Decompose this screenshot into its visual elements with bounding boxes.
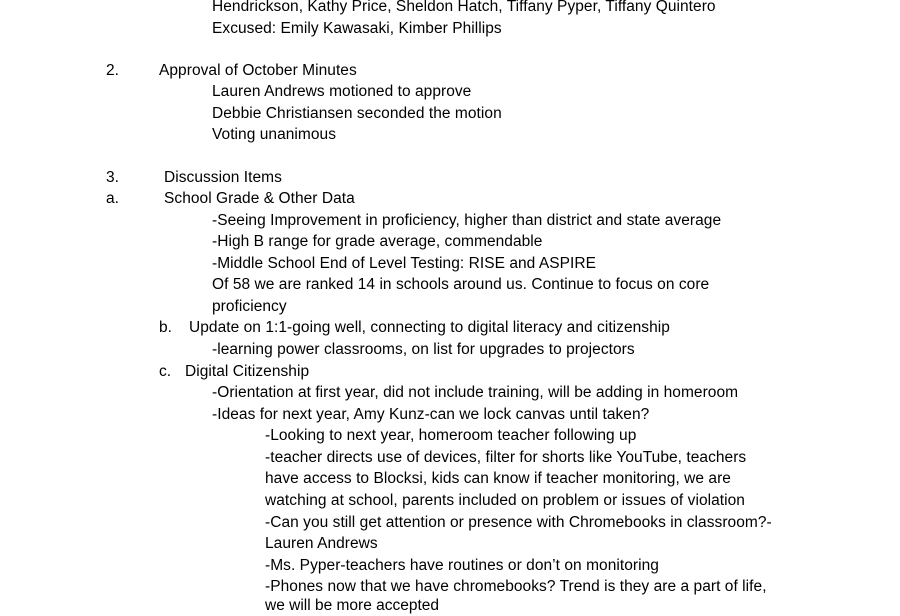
attendance-line: Hendrickson, Kathy Price, Sheldon Hatch, Tiffany Pyper, Tiffany Quintero	[212, 0, 716, 15]
item-2-number: 2.	[106, 62, 120, 79]
nested-line: -teacher directs use of devices, filter for shorts like YouTube, teachers	[265, 449, 747, 466]
nested-line-cut-off	[265, 596, 585, 614]
sub-item-c-letter: c.	[159, 363, 172, 380]
sub-item-a-line: -Seeing Improvement in proficiency, higher than district and state average	[212, 212, 722, 229]
item-2-line: Debbie Christiansen seconded the motion	[212, 105, 502, 122]
nested-line: -Looking to next year, homeroom teacher following up	[265, 427, 637, 444]
item-3-number: 3.	[106, 169, 120, 186]
item-2-line: Lauren Andrews motioned to approve	[212, 83, 472, 100]
nested-line: Lauren Andrews	[265, 535, 378, 552]
sub-item-b-title: Update on 1:1-going well, connecting to digital literacy and citizenship	[189, 319, 670, 336]
sub-item-c-line: -Ideas for next year, Amy Kunz-can we lock canvas until taken?	[212, 406, 650, 423]
item-3-title: Discussion Items	[164, 169, 282, 186]
sub-item-b-line: -learning power classrooms, on list for upgrades to projectors	[212, 341, 635, 358]
sub-item-a-line: Of 58 we are ranked 14 in schools around us. Continue to focus on core	[212, 276, 710, 293]
sub-item-a-letter: a.	[106, 190, 120, 207]
sub-item-a-line: proficiency	[212, 298, 287, 315]
sub-item-b-letter: b.	[159, 319, 173, 336]
item-2-title: Approval of October Minutes	[159, 62, 357, 79]
excused-line: Excused: Emily Kawasaki, Kimber Phillips	[212, 20, 502, 37]
sub-item-a-title: School Grade & Other Data	[164, 190, 355, 207]
nested-line: -Phones now that we have chromebooks? Trend is they are a part of life,	[265, 578, 767, 595]
nested-line: watching at school, parents included on problem or issues of violation	[265, 492, 745, 509]
nested-line: -Can you still get attention or presence with Chromebooks in classroom?-	[265, 514, 772, 531]
item-2-line: Voting unanimous	[212, 126, 337, 143]
sub-item-c-line: -Orientation at first year, did not include training, will be adding in homeroom	[212, 384, 739, 401]
sub-item-a-line: -Middle School End of Level Testing: RISE and ASPIRE	[212, 255, 596, 272]
sub-item-a-line: -High B range for grade average, commendable	[212, 233, 543, 250]
nested-line: have access to Blocksi, kids can know if teacher monitoring, we are	[265, 470, 731, 487]
nested-line-cut-off-text: we will be more accepted	[265, 597, 440, 614]
sub-item-c-title: Digital Citizenship	[185, 363, 310, 380]
nested-line: -Ms. Pyper-teachers have routines or don’t on monitoring	[265, 557, 659, 574]
